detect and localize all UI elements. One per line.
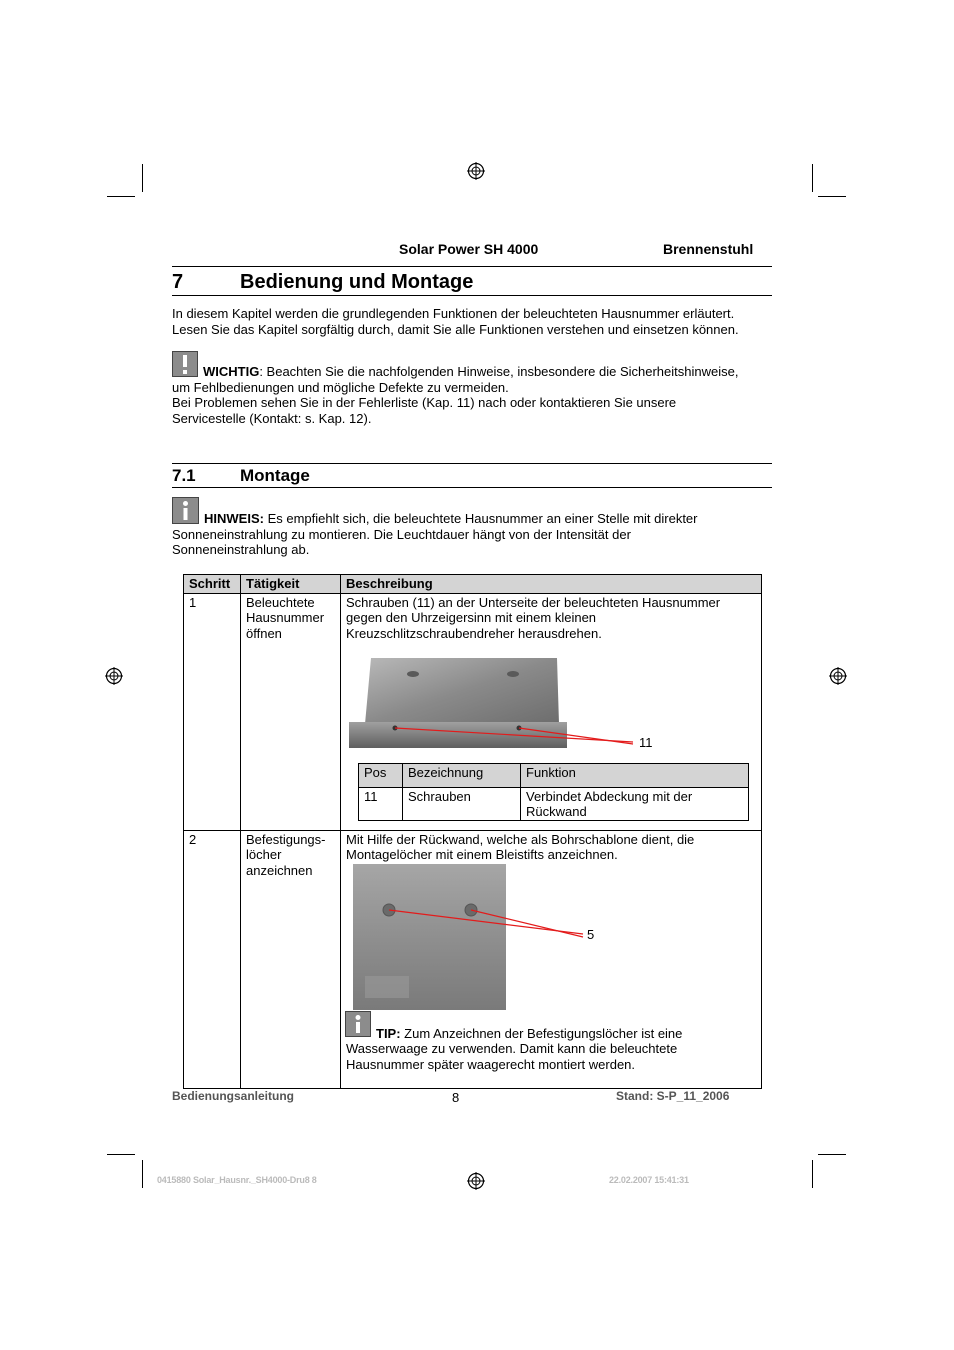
parts-row	[359, 787, 749, 820]
activity-line: Beleuchtete	[246, 594, 315, 610]
tip-label: TIP:	[376, 1025, 401, 1041]
description-line: Schrauben (11) an der Unterseite der beleuchteten Hausnummer	[346, 594, 721, 610]
cover-photo	[347, 656, 657, 754]
description-line: Montagelöcher mit einem Bleistifts anzeichnen.	[346, 847, 618, 862]
column-header-step: Schritt	[184, 575, 241, 594]
step-number: 2	[184, 830, 241, 1088]
activity-line: löcher	[246, 847, 282, 862]
crop-mark	[107, 1154, 135, 1155]
parts-pos: 11	[359, 787, 403, 820]
section-number: 7.1	[172, 466, 196, 485]
print-slug-date: 22.02.2007 15:41:31	[609, 1175, 689, 1185]
steps-table	[183, 574, 762, 1089]
parts-function: Verbindet Abdeckung mit der Rückwand	[521, 787, 749, 820]
warning-block	[172, 364, 772, 426]
description-line: Kreuzschlitzschraubendreher herausdrehen.	[346, 625, 602, 641]
footer-left: Bedienungsanleitung	[172, 1089, 295, 1103]
warning-text: : Beachten Sie die nachfolgenden Hinweise, insbesondere die Sicherheitshinweise,	[259, 364, 739, 379]
parts-name: Schrauben	[403, 787, 521, 820]
warning-text: um Fehlbedienungen und mögliche Defekte zu vermeiden.	[172, 379, 509, 395]
column-header-activity: Tätigkeit	[241, 575, 341, 594]
note-text: Sonneneinstrahlung zu montieren. Die Leuchtdauer hängt von der Intensität der	[172, 526, 631, 542]
table-header-row	[184, 575, 762, 594]
print-slug-file: 0415880 Solar_Hausnr._SH4000-Dru8 8	[157, 1175, 317, 1185]
registration-mark-icon	[829, 667, 847, 685]
parts-header-name: Bezeichnung	[403, 763, 521, 787]
crop-mark	[812, 1160, 813, 1188]
section-rule-top	[172, 463, 772, 464]
step-activity	[241, 593, 341, 830]
column-header-description: Beschreibung	[341, 575, 762, 594]
step-number: 1	[184, 593, 241, 830]
back-panel-photo	[351, 864, 601, 1012]
section-rule-bottom	[172, 487, 772, 488]
step-description	[341, 830, 762, 1088]
section-title: Montage	[240, 466, 310, 485]
chapter-title: Bedienung und Montage	[240, 271, 474, 293]
crop-mark	[142, 1160, 143, 1188]
parts-header-function: Funktion	[521, 763, 749, 787]
crop-mark	[812, 164, 813, 192]
intro-line: In diesem Kapitel werden die grundlegenden Funktionen der beleuchteten Hausnummer erläutert.	[172, 306, 735, 321]
parts-header-pos: Pos	[359, 763, 403, 787]
chapter-intro	[172, 306, 772, 337]
warning-text: Bei Problemen sehen Sie in der Fehlerliste (Kap. 11) nach oder kontaktieren Sie unsere	[172, 395, 677, 410]
parts-table	[358, 763, 749, 821]
activity-line: Befestigungs-	[246, 831, 326, 847]
tip-text: Wasserwaage zu verwenden. Damit kann die beleuchtete	[346, 1041, 678, 1056]
table-row	[184, 830, 762, 1088]
tip-block	[346, 1026, 756, 1073]
crop-mark	[818, 196, 846, 197]
description-line: gegen den Uhrzeigersinn mit einem kleinen	[346, 610, 597, 625]
step-description	[341, 593, 762, 830]
crop-mark	[142, 164, 143, 192]
note-text: Es empfiehlt sich, die beleuchtete Hausnummer an einer Stelle mit direkter	[263, 511, 698, 526]
step-activity	[241, 830, 341, 1088]
header-brand: Brennenstuhl	[663, 241, 754, 257]
warning-text: Servicestelle (Kontakt: s. Kap. 12).	[172, 410, 372, 426]
header-rule	[172, 266, 772, 267]
callout-label: 5	[587, 926, 595, 942]
registration-mark-icon	[105, 667, 123, 685]
description-line: Mit Hilfe der Rückwand, welche als Bohrschablone dient, die	[346, 831, 695, 847]
header-product: Solar Power SH 4000	[399, 241, 539, 257]
tip-text: Hausnummer später waagerecht montiert werden.	[346, 1056, 636, 1072]
note-label: HINWEIS:	[204, 511, 264, 526]
chapter-number: 7	[172, 271, 184, 293]
activity-line: anzeichnen	[246, 862, 313, 878]
activity-line: Hausnummer	[246, 610, 325, 625]
callout-label: 11	[639, 734, 653, 750]
warning-label: WICHTIG	[203, 364, 260, 379]
intro-line: Lesen Sie das Kapitel sorgfältig durch, damit Sie alle Funktionen verstehen und einsetzen können.	[172, 321, 739, 337]
footer-right: Stand: S-P_11_2006	[616, 1089, 730, 1103]
tip-text: Zum Anzeichnen der Befestigungslöcher ist eine	[400, 1025, 683, 1041]
parts-header-row	[359, 763, 749, 787]
registration-mark-icon	[467, 1172, 485, 1190]
activity-line: öffnen	[246, 625, 282, 641]
page-number: 8	[452, 1090, 460, 1105]
note-block	[172, 511, 772, 558]
table-row	[184, 593, 762, 830]
note-text: Sonneneinstrahlung ab.	[172, 542, 310, 557]
crop-mark	[107, 196, 135, 197]
chapter-rule	[172, 295, 772, 296]
crop-mark	[818, 1154, 846, 1155]
registration-mark-icon	[467, 162, 485, 180]
